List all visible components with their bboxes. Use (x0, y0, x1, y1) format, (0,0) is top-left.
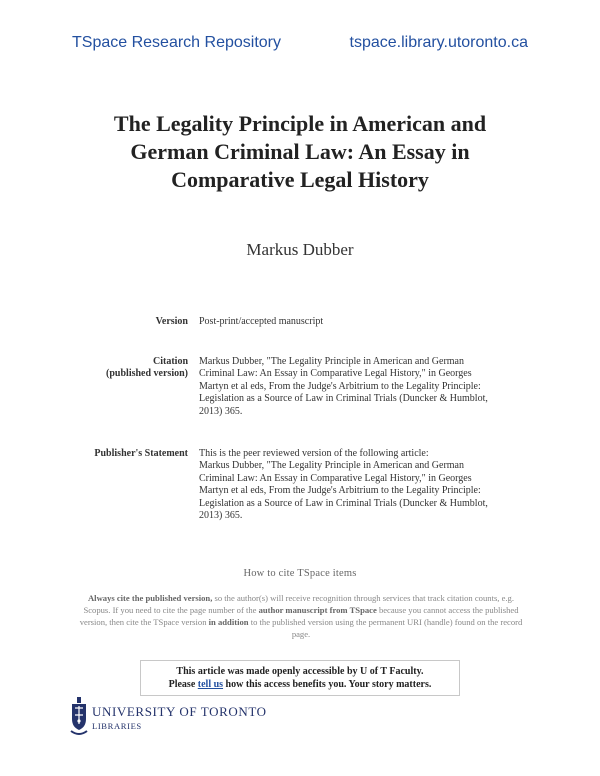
access-text: Please (168, 679, 198, 690)
logo-university: UNIVERSITY OF TORONTO (92, 703, 267, 719)
crest-icon (70, 697, 88, 737)
citation-row (68, 356, 538, 418)
guidance-bold: author manuscript from TSpace (258, 605, 377, 615)
title-line: The Legality Principle in American and (113, 111, 487, 136)
citation-value (199, 356, 538, 418)
guidance-text: to the published version using the permanent URI (handle) found on the record page. (248, 617, 523, 639)
citation-label-line: Citation (153, 356, 188, 367)
guidance-text: because you cannot access the published version, then cite the TSpace version (79, 605, 519, 627)
tell-us-link[interactable]: tell us (197, 679, 224, 690)
publisher-line: Markus Dubber, "The Legality Principle in American and German (199, 460, 464, 472)
publisher-row (68, 448, 538, 522)
repository-name: TSpace Research Repository (72, 34, 281, 51)
publisher-line: Criminal Law: An Essay in Comparative Legal History," in Georges (199, 472, 472, 484)
publisher-line: Martyn et al eds, From the Judge's Arbitrium to the Legality Principle: (199, 485, 481, 497)
access-line (141, 678, 459, 691)
how-to-cite-heading: How to cite TSpace items (243, 568, 357, 579)
publisher-label: Publisher's Statement (94, 448, 188, 459)
version-row (68, 316, 538, 328)
logo-libraries: LIBRARIES (92, 720, 142, 731)
publisher-line: Legislation as a Source of Law in Criminal Trials (Duncker & Humblot, (199, 497, 488, 509)
repository-url[interactable]: tspace.library.utoronto.ca (349, 34, 528, 51)
page-header (72, 34, 528, 52)
citation-line: Criminal Law: An Essay in Comparative Legal History," in Georges (199, 368, 472, 380)
guidance-text: so the author(s) will receive recognition through services that track citation counts, e.g. Scopus. If you need to cite the page number of the (83, 593, 515, 615)
author-name: Markus Dubber (246, 240, 354, 259)
citation-line: Martyn et al eds, From the Judge's Arbitrium to the Legality Principle: (199, 380, 481, 392)
title-line: German Criminal Law: An Essay in (130, 139, 470, 164)
version-value: Post-print/accepted manuscript (199, 316, 324, 327)
citation-guidance (76, 592, 526, 640)
access-text: how this access benefits you. Your story matters. (223, 679, 432, 690)
publisher-line: 2013) 365. (199, 510, 243, 522)
citation-label (68, 356, 199, 418)
guidance-bold: in addition (208, 617, 249, 627)
article-title (80, 110, 520, 194)
university-logo (70, 697, 267, 737)
logo-text (92, 704, 267, 731)
open-access-notice (140, 660, 460, 696)
guidance-bold: Always cite the published version, (87, 593, 213, 603)
title-line: Comparative Legal History (171, 167, 429, 192)
citation-line: 2013) 365. (199, 405, 243, 417)
citation-label-line: (published version) (106, 368, 188, 380)
citation-line: Legislation as a Source of Law in Criminal Trials (Duncker & Humblot, (199, 393, 488, 405)
access-line: This article was made openly accessible by U of T Faculty. (176, 666, 424, 677)
publisher-line: This is the peer reviewed version of the following article: (199, 448, 429, 459)
citation-line: Markus Dubber, "The Legality Principle in American and German (199, 356, 464, 367)
publisher-value (199, 448, 538, 522)
version-label: Version (155, 316, 188, 327)
